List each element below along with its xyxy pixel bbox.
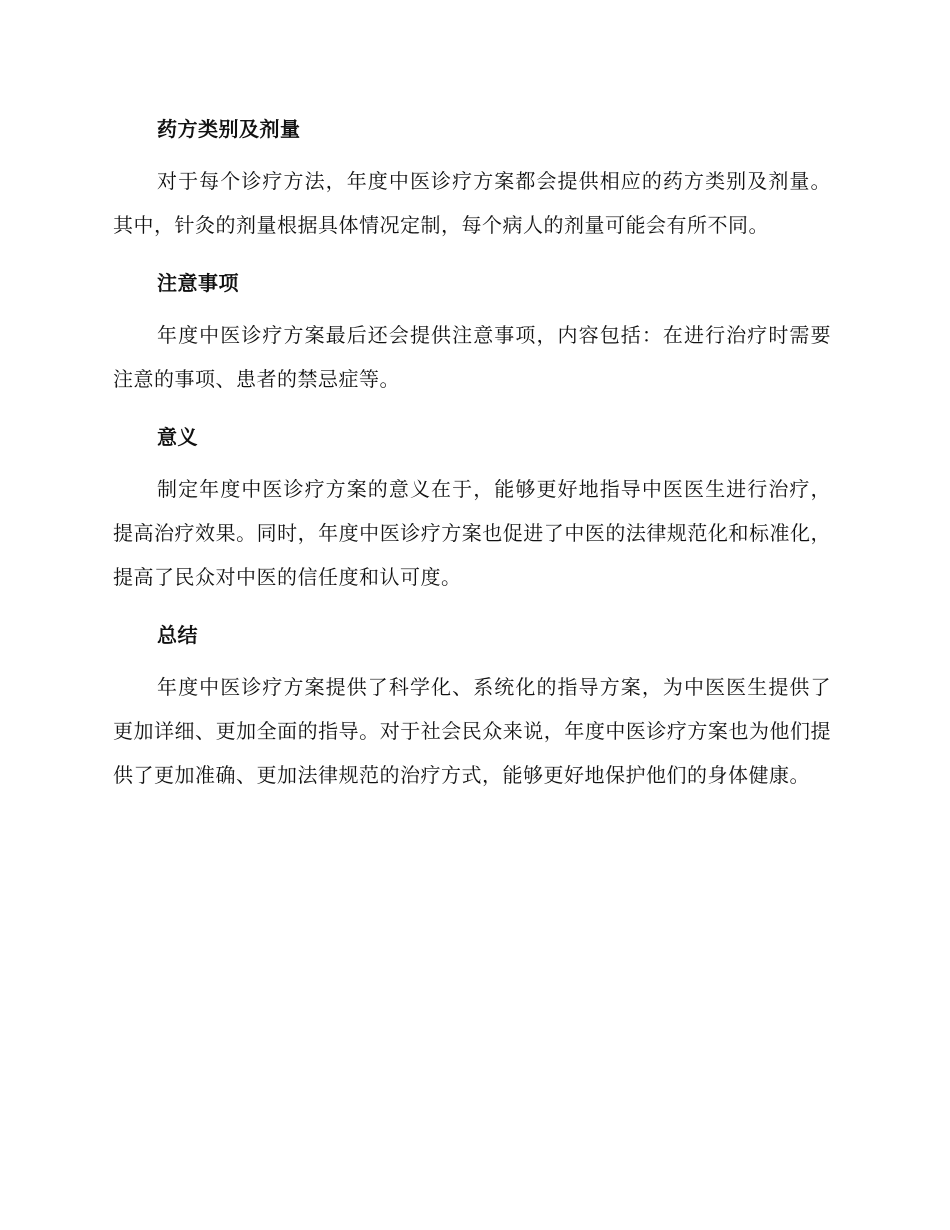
section-heading-prescription: 药方类别及剂量 <box>157 117 301 141</box>
section-paragraph-summary: 年度中医诊疗方案提供了科学化、系统化的指导方案，为中医医生提供了更加详细、更加全面的指导。对于社会民众来说，年度中医诊疗方案也为他们提供了更加准确、更加法律规范的治疗方式，能够更好地保护他们的身体健康。 <box>113 675 831 787</box>
section-paragraph-significance: 制定年度中医诊疗方案的意义在于，能够更好地指导中医医生进行治疗，提高治疗效果。同时，年度中医诊疗方案也促进了中医的法律规范化和标准化，提高了民众对中医的信任度和认可度。 <box>113 477 831 589</box>
section-heading-significance: 意义 <box>157 425 198 449</box>
section-heading-summary: 总结 <box>157 623 198 647</box>
document-page <box>113 111 831 815</box>
section-paragraph-precautions: 年度中医诊疗方案最后还会提供注意事项，内容包括：在进行治疗时需要注意的事项、患者的禁忌症等。 <box>113 323 831 391</box>
section-paragraph-prescription: 对于每个诊疗方法，年度中医诊疗方案都会提供相应的药方类别及剂量。其中，针灸的剂量根据具体情况定制，每个病人的剂量可能会有所不同。 <box>113 169 831 237</box>
section-heading-precautions: 注意事项 <box>157 271 239 295</box>
